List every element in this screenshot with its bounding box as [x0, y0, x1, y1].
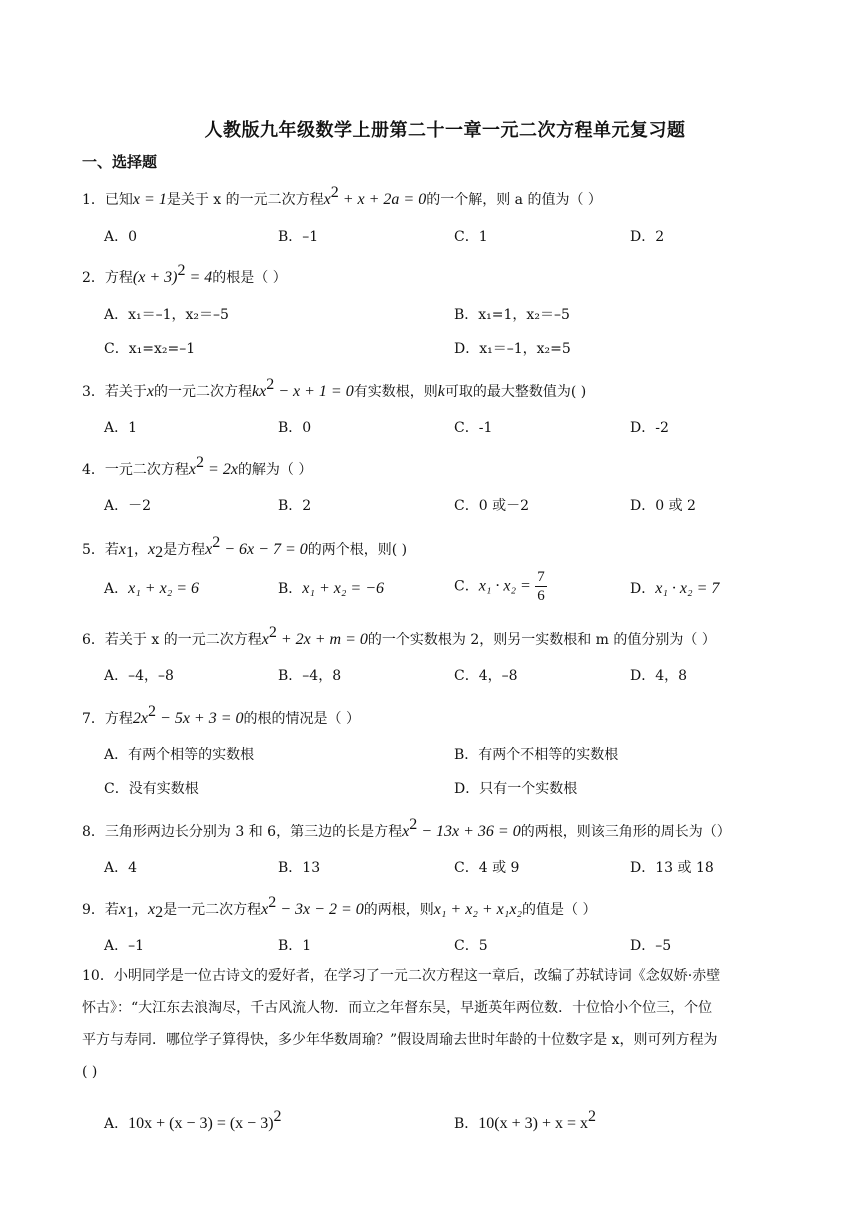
option-b: B．–1 — [278, 229, 319, 245]
option-b: B．x₁=1，x₂＝–5 — [454, 307, 570, 323]
option-c: C．5 — [454, 938, 488, 954]
option-c: C．没有实数根 — [104, 781, 199, 797]
option-b: B．x₁ + x₂ = −6 — [278, 580, 385, 597]
option-a: A．–4，–8 — [104, 668, 174, 684]
option-d: D．2 — [630, 229, 665, 245]
question-5: 5．若$x_1$，$x_2$是方程$x^2 - 6x - 7 = 0$的两个根，则( ) — [82, 534, 408, 561]
option-a: A．－2 — [104, 498, 152, 514]
question-10-line: ( ) — [82, 1064, 98, 1080]
option-a: A．–1 — [104, 938, 145, 954]
option-c: C．-1 — [454, 420, 493, 436]
question-10-line: 平方与寿同．哪位学子算得快，多少年华数周瑜？”假设周瑜去世时年龄的十位数字是 x，则可列方程为 — [82, 1032, 718, 1048]
option-a: A．1 — [104, 420, 138, 436]
option-c: C．x₁=x₂=–1 — [104, 341, 196, 357]
option-d: D．-2 — [630, 420, 669, 436]
question-2: 2．方程$(x + 3)^2 = 4$的根是（ ） — [82, 262, 287, 286]
option-a: A．$10x + (x - 3) = (x - 3)^2$ — [104, 1108, 282, 1132]
page-title: 人教版九年级数学上册第二十一章一元二次方程单元复习题 — [204, 120, 686, 141]
option-c: C．1 — [454, 229, 488, 245]
option-a: A．x₁＝–1，x₂＝–5 — [104, 307, 229, 323]
option-b: B．0 — [278, 420, 312, 436]
question-3: 3．若关于x的一元二次方程$kx^2 - x + 1 = 0$有实数根，则k可取的最大整数值为( ) — [82, 376, 587, 400]
fraction-seven-sixths: $\frac{7}{6}$ — [537, 569, 545, 604]
question-10 — [82, 960, 820, 1088]
question-1: 1．已知x = 1是关于 x 的一元二次方程$x^2 + x + 2a = 0$的一个解，则 a 的值为（ ） — [82, 184, 602, 208]
question-9: 9．若$x_1$，$x_2$是一元二次方程$x^2 - 3x - 2 = 0$的两根，则x₁ + x₂ + x₁x₂的值是（ ） — [82, 894, 597, 921]
option-b: B．2 — [278, 498, 312, 514]
option-c: C．x₁ · x₂ = $\frac{7}{6}$ — [454, 569, 545, 604]
option-b: B．–4，8 — [278, 668, 342, 684]
option-c: C．0 或－2 — [454, 498, 529, 514]
option-d: D．–5 — [630, 938, 672, 954]
option-c: C．4，–8 — [454, 668, 518, 684]
option-c: C．4 或 9 — [454, 860, 520, 876]
option-a: A．0 — [104, 229, 138, 245]
option-b: B．1 — [278, 938, 312, 954]
option-a: A．4 — [104, 860, 138, 876]
question-7: 7．方程$2x^2 - 5x + 3 = 0$的根的情况是（ ） — [82, 703, 360, 727]
option-b: B．有两个不相等的实数根 — [454, 747, 619, 763]
option-d: D．x₁＝–1，x₂=5 — [454, 341, 571, 357]
option-d: D．13 或 18 — [630, 860, 714, 876]
question-10-line: 怀古》：“大江东去浪淘尽，千古风流人物．而立之年督东吴，早逝英年两位数．十位恰小个位三，个位 — [82, 1000, 713, 1016]
option-a: A．有两个相等的实数根 — [104, 747, 255, 763]
question-10-line: 10．小明同学是一位古诗文的爱好者，在学习了一元二次方程这一章后，改编了苏轼诗词《念奴娇·赤壁 — [82, 968, 721, 984]
section-heading: 一、选择题 — [82, 153, 158, 171]
option-b: B．13 — [278, 860, 321, 876]
question-4: 4．一元二次方程$x^2 = 2x$的解为（ ） — [82, 454, 313, 478]
option-d: D．x₁ · x₂ = 7 — [630, 580, 720, 597]
option-d: D．4，8 — [630, 668, 688, 684]
option-b: B．$10(x + 3) + x = x^2$ — [454, 1108, 597, 1132]
question-8: 8．三角形两边长分别为 3 和 6，第三边的长是方程$x^2 - 13x + 36 = 0$的两根，则该三角形的周长为（） — [82, 816, 731, 840]
question-6: 6．若关于 x 的一元二次方程$x^2 + 2x + m = 0$的一个实数根为 2，则另一实数根和 m 的值分别为（ ） — [82, 624, 716, 648]
option-d: D．只有一个实数根 — [454, 781, 578, 797]
option-d: D．0 或 2 — [630, 498, 696, 514]
option-a: A．x₁ + x₂ = 6 — [104, 580, 200, 597]
